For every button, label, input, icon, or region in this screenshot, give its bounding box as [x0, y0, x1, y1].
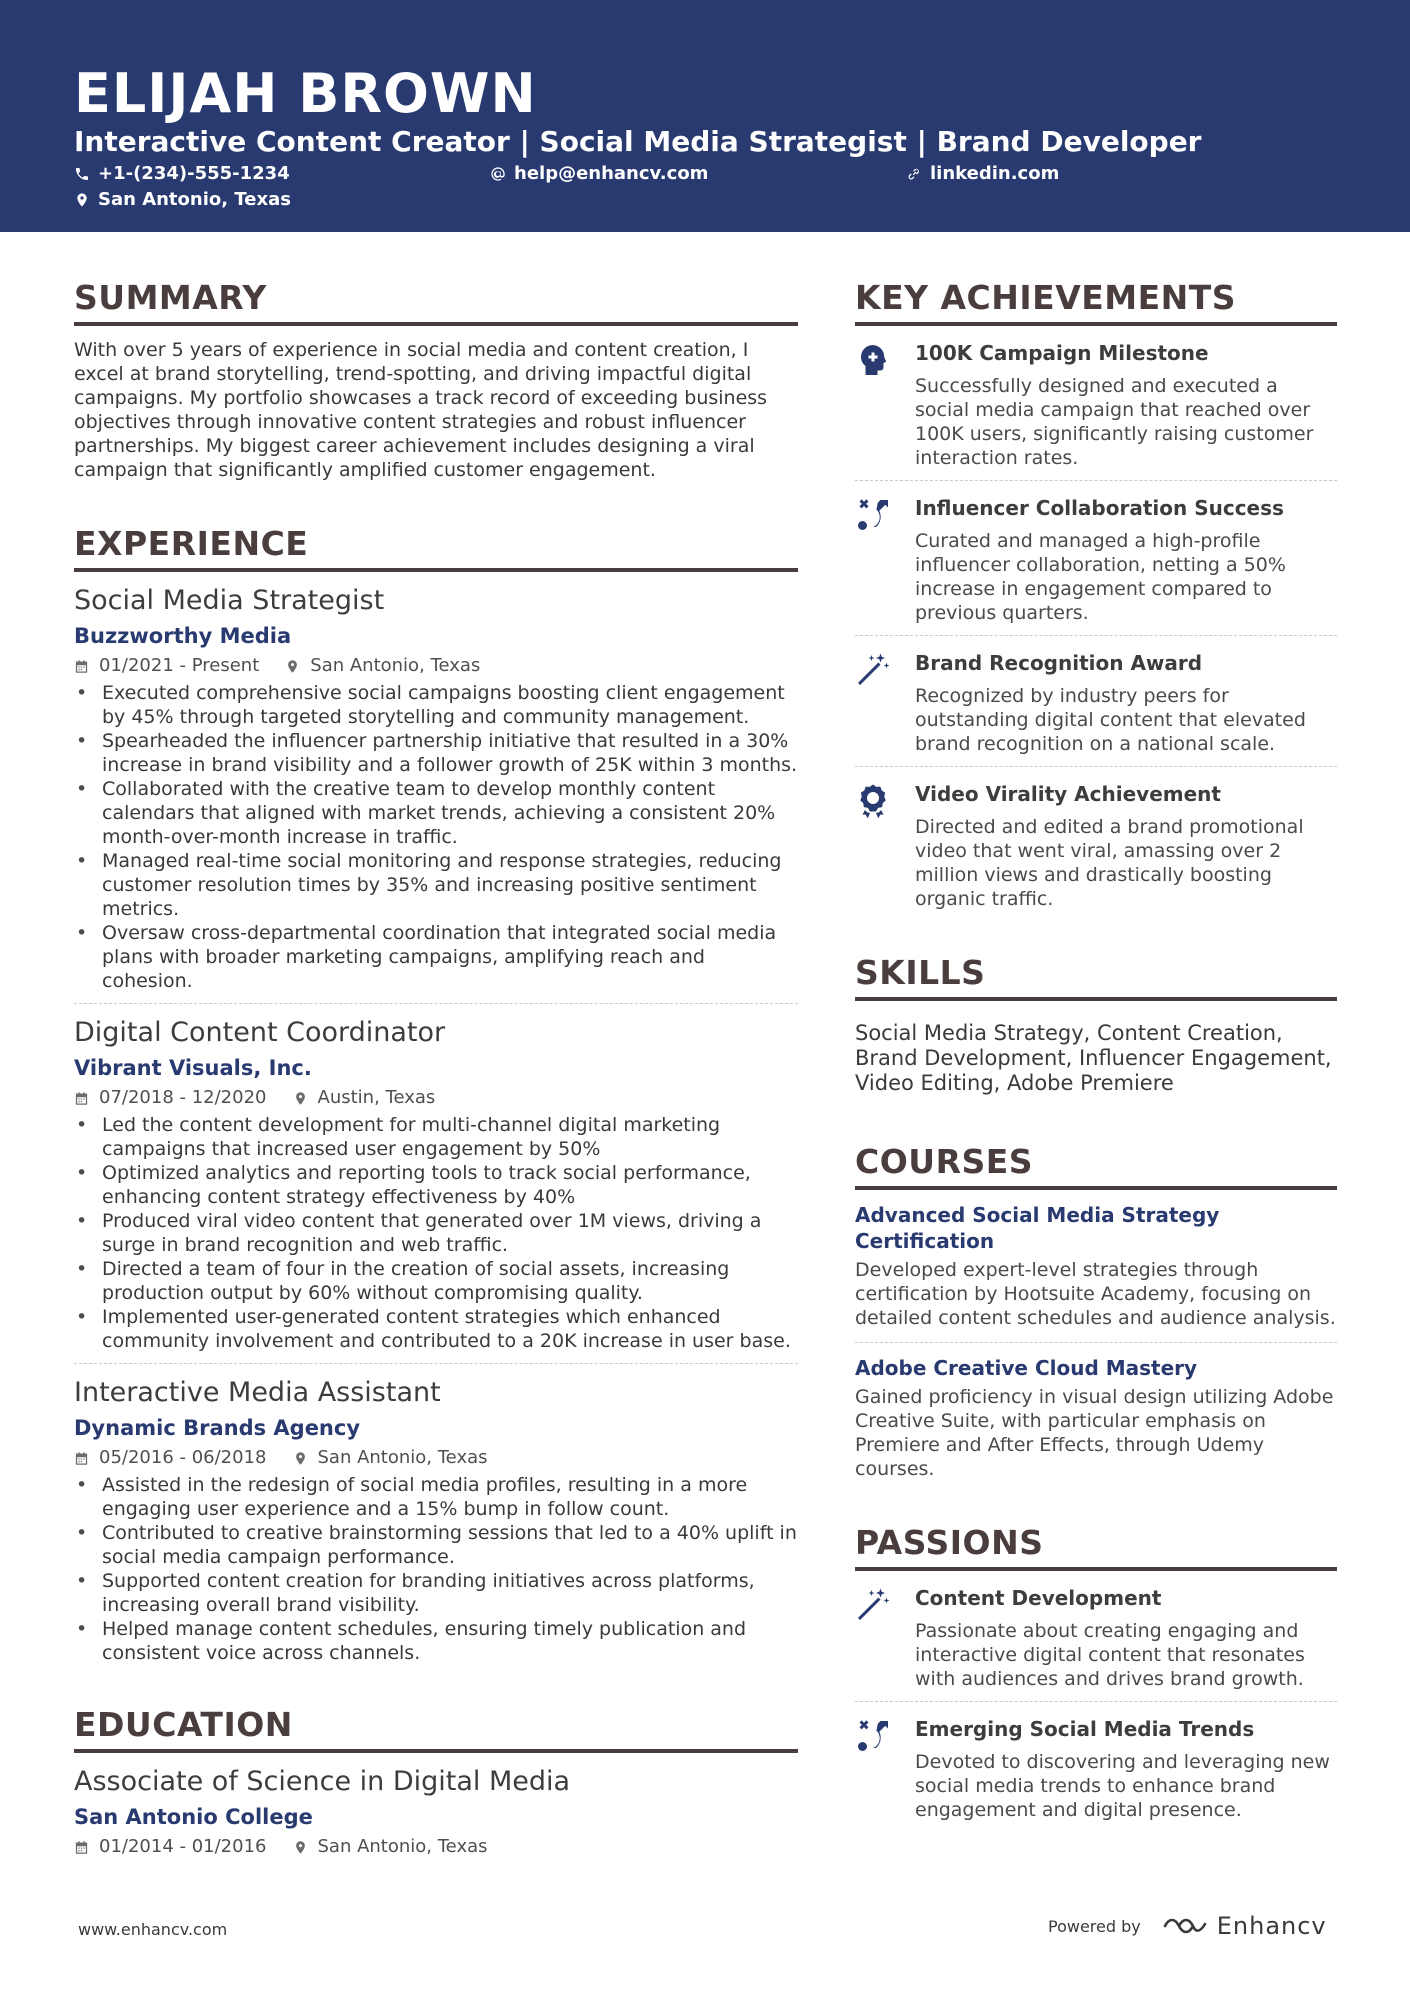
job-location-text: Austin, Texas — [317, 1087, 436, 1108]
location-pin-icon — [293, 1091, 308, 1106]
contact-location — [74, 188, 291, 212]
achievement-title: Influencer Collaboration Success — [915, 496, 1284, 520]
passion-title: Emerging Social Media Trends — [915, 1717, 1255, 1741]
brand-name: Enhancv — [1216, 1912, 1327, 1940]
resume-header — [0, 0, 1410, 232]
calendar-icon — [74, 1091, 89, 1106]
passion-item — [855, 1701, 1337, 1832]
job-company: Buzzworthy Media — [74, 624, 292, 648]
strategy-icon — [855, 497, 891, 533]
phone-text: +1-(234)-555-1234 — [98, 163, 290, 184]
education-degree: Associate of Science in Digital Media — [74, 1766, 571, 1797]
education-location — [293, 1835, 488, 1859]
magic-wand-icon — [855, 652, 891, 688]
strategy-icon — [855, 1718, 891, 1754]
job-entry — [74, 1363, 798, 1675]
passion-icon-wrap — [855, 1585, 915, 1691]
job-bullets — [74, 681, 798, 993]
email-text: help@enhancv.com — [514, 163, 709, 184]
calendar-icon — [74, 1451, 89, 1466]
left-column — [74, 278, 798, 1859]
skills-heading: SKILLS — [855, 953, 1337, 1001]
education-location-text: San Antonio, Texas — [317, 1836, 488, 1857]
job-location-text: San Antonio, Texas — [317, 1447, 488, 1468]
course-item — [855, 1190, 1337, 1342]
course-item — [855, 1342, 1337, 1493]
location-pin-icon — [293, 1451, 308, 1466]
calendar-icon — [74, 1840, 89, 1855]
courses-section — [855, 1142, 1337, 1493]
job-location — [285, 654, 480, 678]
candidate-title: Interactive Content Creator | Social Media Strategist | Brand Developer — [74, 125, 1202, 158]
passions-heading: PASSIONS — [855, 1523, 1337, 1571]
job-role: Social Media Strategist — [74, 585, 385, 616]
job-bullet: • Contributed to creative brainstorming sessions that led to a 40% uplift in social media campaign performance. — [74, 1521, 798, 1569]
location-pin-icon — [74, 192, 90, 208]
summary-section — [74, 278, 798, 482]
job-company: Dynamic Brands Agency — [74, 1416, 361, 1440]
education-school: San Antonio College — [74, 1805, 313, 1829]
course-title: Advanced Social Media Strategy Certification — [855, 1203, 1220, 1253]
link-icon — [906, 166, 922, 182]
job-bullets — [74, 1113, 798, 1353]
job-dates: 05/2016 - 06/2018 — [99, 1447, 267, 1468]
achievement-item — [855, 635, 1337, 766]
achievement-desc: Curated and managed a high-profile influencer collaboration, netting a 50% increase in engagement compared to previous quarters. — [915, 530, 1286, 624]
location-pin-icon — [293, 1840, 308, 1855]
achievement-item — [855, 480, 1337, 635]
achievements-heading: KEY ACHIEVEMENTS — [855, 278, 1337, 326]
job-entry — [74, 584, 798, 1003]
award-ribbon-icon — [855, 783, 891, 819]
passion-title: Content Development — [915, 1586, 1162, 1610]
job-bullet: • Collaborated with the creative team to develop monthly content calendars that aligned with market trends, achieving a consistent 20% month-over-month increase in traffic. — [74, 777, 798, 849]
achievements-section — [855, 278, 1337, 921]
job-dates: 01/2021 - Present — [99, 655, 260, 676]
job-bullet: • Produced viral video content that generated over 1M views, driving a surge in brand recognition and web traffic. — [74, 1209, 798, 1257]
achievement-title: Brand Recognition Award — [915, 651, 1203, 675]
magic-wand-icon — [855, 1587, 891, 1623]
contact-phone[interactable] — [74, 162, 290, 186]
contact-email[interactable] — [490, 162, 708, 186]
candidate-name: ELIJAH BROWN — [74, 62, 537, 125]
location-pin-icon — [285, 659, 300, 674]
job-bullet: • Optimized analytics and reporting tools to track social performance, enhancing content strategy effectiveness by 40% — [74, 1161, 798, 1209]
job-meta — [74, 1086, 798, 1110]
linkedin-text: linkedin.com — [930, 163, 1060, 184]
head-icon — [855, 342, 891, 378]
job-location — [293, 1086, 436, 1110]
skills-text: Social Media Strategy, Content Creation, Brand Development, Influencer Engagement, Video Editing, Adobe Premiere — [855, 1021, 1332, 1095]
achievement-item — [855, 766, 1337, 921]
phone-icon — [74, 166, 90, 182]
achievement-icon-wrap — [855, 495, 915, 625]
footer-branding — [1048, 1912, 1327, 1940]
skills-section — [855, 953, 1337, 1096]
passion-desc: Passionate about creating engaging and interactive digital content that resonates with audiences and drives brand growth. — [915, 1620, 1305, 1690]
course-desc: Gained proficiency in visual design utilizing Adobe Creative Suite, with particular emphasis on Premiere and After Effects, through Udemy courses. — [855, 1386, 1334, 1480]
job-bullet: • Executed comprehensive social campaigns boosting client engagement by 45% through targeted storytelling and community management. — [74, 681, 798, 729]
achievement-desc: Directed and edited a brand promotional video that went viral, amassing over 2 million views and drastically boosting organic traffic. — [915, 816, 1304, 910]
job-bullet: • Helped manage content schedules, ensuring timely publication and consistent voice across channels. — [74, 1617, 798, 1665]
calendar-icon — [74, 659, 89, 674]
at-sign-icon — [490, 166, 506, 182]
achievement-title: 100K Campaign Milestone — [915, 341, 1209, 365]
experience-section — [74, 524, 798, 1675]
course-title: Adobe Creative Cloud Mastery — [855, 1356, 1198, 1380]
experience-heading: EXPERIENCE — [74, 524, 798, 572]
job-bullet: • Supported content creation for branding initiatives across platforms, increasing overall brand visibility. — [74, 1569, 798, 1617]
passion-item — [855, 1571, 1337, 1701]
job-location — [293, 1446, 488, 1470]
enhancv-logo[interactable] — [1163, 1912, 1327, 1940]
achievement-icon-wrap — [855, 650, 915, 756]
job-dates: 07/2018 - 12/2020 — [99, 1087, 267, 1108]
education-heading: EDUCATION — [74, 1705, 798, 1753]
education-section — [74, 1705, 798, 1859]
job-bullet: • Oversaw cross-departmental coordination that integrated social media plans with broader marketing campaigns, amplifying reach and cohesion. — [74, 921, 798, 993]
job-bullet: • Directed a team of four in the creation of social assets, increasing production output by 60% without compromising quality. — [74, 1257, 798, 1305]
passion-desc: Devoted to discovering and leveraging new social media trends to enhance brand engagement and digital presence. — [915, 1751, 1330, 1821]
contact-linkedin[interactable] — [906, 162, 1059, 186]
right-column — [855, 278, 1337, 1832]
enhancv-logo-icon — [1163, 1914, 1209, 1938]
achievement-item — [855, 326, 1337, 480]
achievement-icon-wrap — [855, 781, 915, 911]
footer-website[interactable]: www.enhancv.com — [78, 1920, 228, 1939]
achievement-icon-wrap — [855, 340, 915, 470]
job-company: Vibrant Visuals, Inc. — [74, 1056, 312, 1080]
passion-icon-wrap — [855, 1716, 915, 1822]
job-bullet: • Assisted in the redesign of social media profiles, resulting in a more engaging user experience and a 15% bump in follow count. — [74, 1473, 798, 1521]
job-bullet: • Implemented user-generated content strategies which enhanced community involvement and contributed to a 20K increase in user base. — [74, 1305, 798, 1353]
job-bullets — [74, 1473, 798, 1665]
location-text: San Antonio, Texas — [98, 189, 291, 210]
education-dates: 01/2014 - 01/2016 — [99, 1836, 267, 1857]
job-meta — [74, 1446, 798, 1470]
job-role: Digital Content Coordinator — [74, 1017, 446, 1048]
job-location-text: San Antonio, Texas — [310, 655, 481, 676]
course-desc: Developed expert-level strategies through certification by Hootsuite Academy, focusing on detailed content schedules and audience analysis. — [855, 1259, 1336, 1329]
achievement-title: Video Virality Achievement — [915, 782, 1221, 806]
achievement-desc: Successfully designed and executed a social media campaign that reached over 100K users, significantly raising customer interaction rates. — [915, 375, 1314, 469]
job-meta — [74, 654, 798, 678]
job-entry — [74, 1003, 798, 1363]
courses-heading: COURSES — [855, 1142, 1337, 1190]
summary-heading: SUMMARY — [74, 278, 798, 326]
job-bullet: • Led the content development for multi-channel digital marketing campaigns that increased user engagement by 50% — [74, 1113, 798, 1161]
achievement-desc: Recognized by industry peers for outstanding digital content that elevated brand recognition on a national scale. — [915, 685, 1306, 755]
job-bullet: • Spearheaded the influencer partnership initiative that resulted in a 30% increase in brand visibility and a follower growth of 25K within 3 months. — [74, 729, 798, 777]
job-role: Interactive Media Assistant — [74, 1377, 441, 1408]
powered-by-text: Powered by — [1048, 1916, 1141, 1936]
job-bullet: • Managed real-time social monitoring and response strategies, reducing customer resolution times by 35% and increasing positive sentiment metrics. — [74, 849, 798, 921]
education-meta — [74, 1835, 798, 1859]
summary-text: With over 5 years of experience in social media and content creation, I excel at brand storytelling, trend-spotting, and driving impactful digital campaigns. My portfolio showcases a track record of exceeding business objectives through innovative content strategies and robust influencer partnerships. My biggest career achievement includes designing a viral campaign that significantly amplified customer engagement. — [74, 339, 768, 481]
passions-section — [855, 1523, 1337, 1832]
